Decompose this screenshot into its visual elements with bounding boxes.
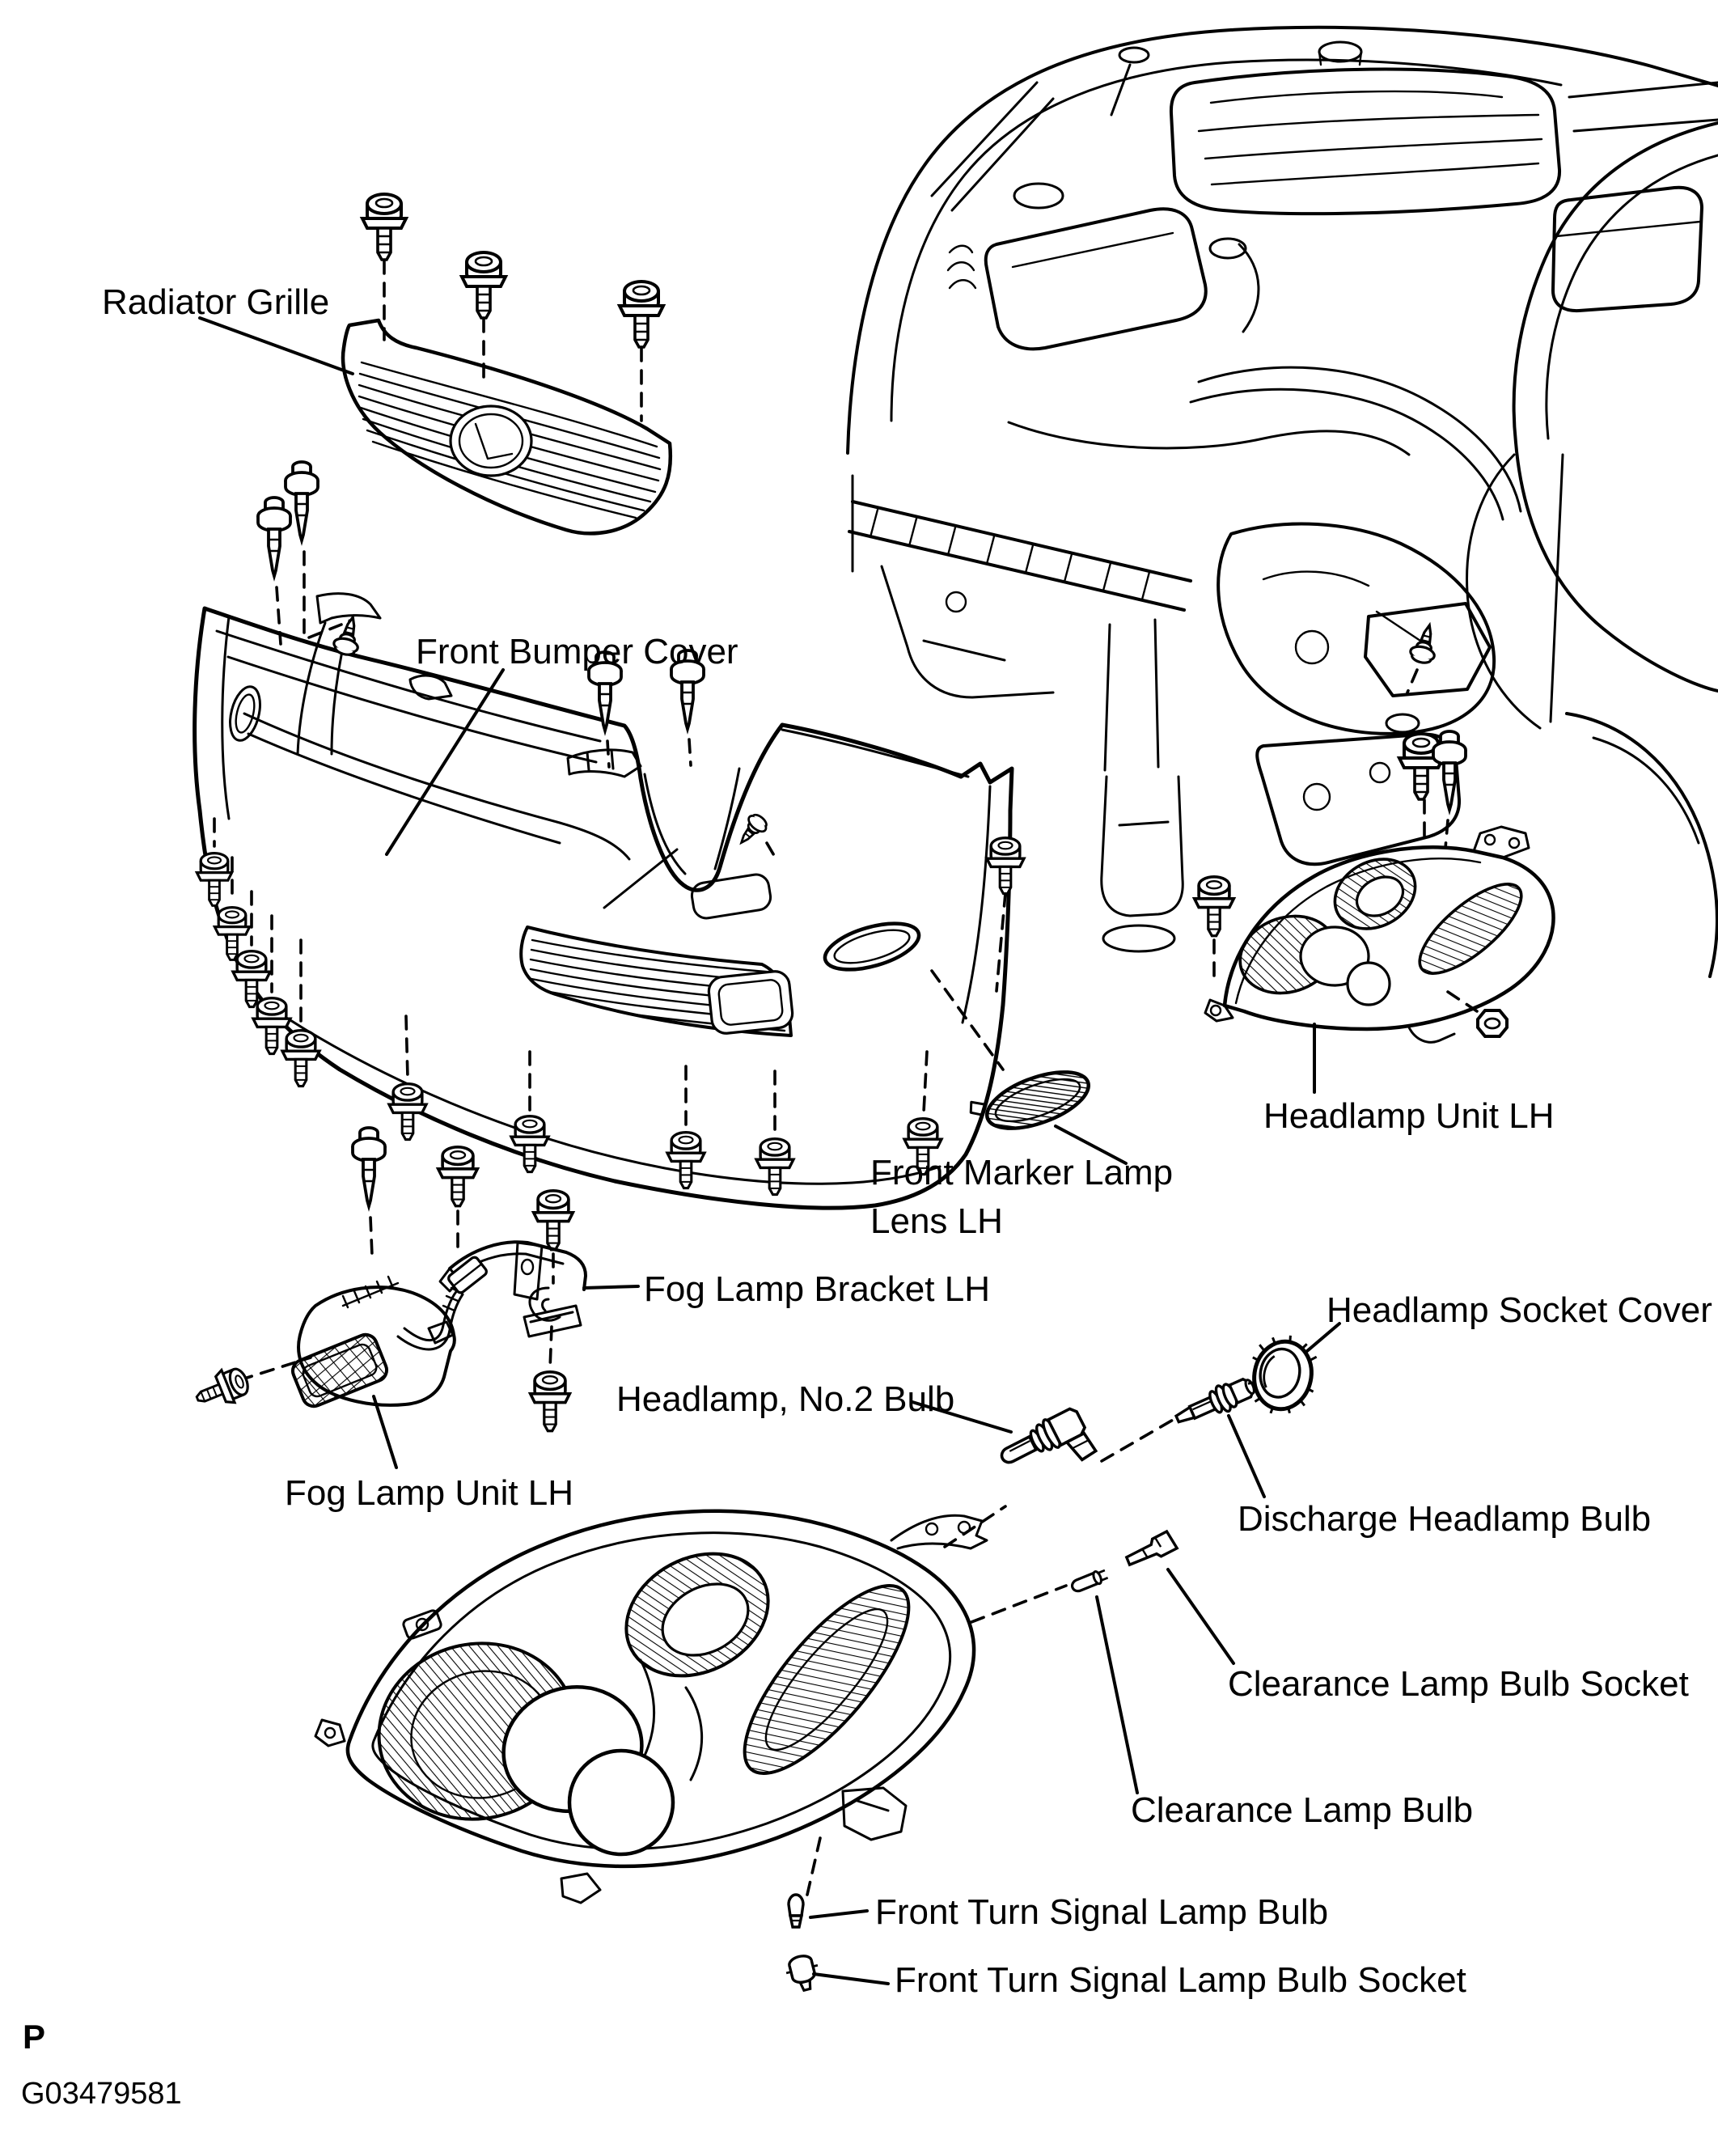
grille-bolt-icon [362, 194, 406, 260]
frame-hole [946, 592, 966, 612]
bumper-pushpin-icon [258, 498, 290, 576]
fog-pushpin-icon [353, 1128, 385, 1206]
headlamp-left-tab [315, 1720, 345, 1746]
label-clearance-lamp-bulb: Clearance Lamp Bulb [1131, 1790, 1474, 1830]
hood-strut [1111, 65, 1130, 115]
leader-discharge-bulb [1229, 1416, 1264, 1497]
fog-side-bolt-icon [191, 1363, 252, 1415]
headlamp-top-right-tab [891, 1515, 987, 1548]
undertray-hole [1370, 763, 1390, 782]
leader-fog-lamp-bracket [584, 1286, 638, 1288]
bumper-topright-inner [782, 730, 968, 777]
label-headlamp-socket-cover: Headlamp Socket Cover [1327, 1290, 1712, 1330]
air-intake-box [986, 209, 1206, 349]
filler-cap [1210, 239, 1246, 258]
headlamp-bottom-tab [561, 1874, 600, 1903]
headlamp-lh-tab-hole [1485, 835, 1495, 845]
center-leg [1102, 620, 1183, 916]
headlamp-bulb-opening [569, 1751, 673, 1854]
bumper-bolt-icon [253, 998, 290, 1054]
label-front-marker-lamp-line1: Front Marker Lamp [870, 1153, 1174, 1192]
headlamp-lh-nut-icon [1478, 1010, 1507, 1036]
headlamp-lh-bolt-icon [1195, 877, 1234, 936]
pulley [1296, 631, 1328, 663]
headlamp-no2-bulb-icon [996, 1405, 1098, 1492]
bulb-axis-dash [1102, 1419, 1174, 1461]
wheel-arch [1567, 714, 1717, 976]
marker-lamp-opening [820, 914, 925, 978]
wheel-arch-inner [1593, 738, 1699, 843]
leader-clearance-bulb [1097, 1597, 1137, 1793]
oil-cap [1319, 42, 1361, 61]
drain-plug [1386, 714, 1419, 732]
turnsignal-axis-dash [807, 1838, 820, 1895]
bumper-bolt-icon [756, 1139, 793, 1195]
headlamp-tab-hole [926, 1523, 937, 1535]
leader-turn-signal-bulb [810, 1911, 867, 1917]
leg-foot [1103, 926, 1174, 951]
wiring-harness [1009, 422, 1409, 455]
label-clearance-lamp-bulb-socket: Clearance Lamp Bulb Socket [1228, 1664, 1689, 1704]
resonator-cap [1014, 184, 1063, 208]
radiator-grille-part [343, 194, 671, 533]
leader-clearance-socket [1168, 1569, 1233, 1663]
headlamp-tab-hole [325, 1728, 335, 1738]
fog-bracket-hole [522, 1260, 533, 1274]
engine-bay-screw-dash [1407, 670, 1417, 693]
undertray-hole [1304, 784, 1330, 810]
clearance-lamp-bulb-socket-icon [1123, 1530, 1178, 1568]
engine-lower-mass [1218, 524, 1494, 734]
bumper-bolt-icon [389, 1084, 426, 1140]
engine-bay-screw-icon [1408, 622, 1441, 665]
fog-bolt-icon [534, 1191, 573, 1250]
grille-bolt-icon [462, 252, 506, 318]
battery-lid-line [1556, 222, 1700, 236]
bumper-left-pillar [222, 616, 229, 819]
pin-dash [689, 739, 691, 765]
fog-bolt-icon [531, 1372, 570, 1431]
headlamp-lh-lens-circle [1348, 963, 1390, 1005]
fog-pin-dash [370, 1218, 372, 1256]
strut-cap [1119, 48, 1149, 62]
hood-inner-line [891, 60, 1561, 421]
beam-teeth [870, 510, 1149, 599]
pin-dash [607, 741, 609, 767]
face-screw-dash [767, 843, 778, 862]
bumper-fasteners [197, 462, 1024, 1195]
headlamp-lh-pushpin-icon [1433, 731, 1466, 810]
bumper-topleft-flange [298, 594, 380, 754]
bumper-bolt-icon [511, 1116, 548, 1172]
tongue-edges [604, 769, 739, 908]
label-front-bumper-cover: Front Bumper Cover [416, 632, 738, 671]
grille-bolt-icon [620, 282, 663, 347]
bottom-screw-dash [924, 1052, 927, 1112]
bumper-bolt-icon [197, 854, 231, 906]
headlamp-lh-tab-hole [1211, 1006, 1221, 1015]
lexus-badge [451, 406, 531, 476]
intake-corrugation [948, 246, 975, 288]
pin-dash [277, 587, 281, 644]
washer-cover-recess [690, 873, 772, 920]
front-turn-signal-lamp-bulb-icon [789, 1895, 803, 1927]
fog-lamp-assembly [191, 1128, 586, 1431]
fog-bolt-dash [550, 1327, 552, 1369]
leader-fog-lamp-unit [374, 1396, 396, 1468]
page-marker: P [23, 2018, 46, 2056]
discharge-headlamp-bulb-icon [1172, 1373, 1259, 1432]
bumper-bolt-icon [282, 1031, 319, 1086]
headlamp-lh-screw-dash [1445, 820, 1448, 848]
headlamp-socket-cover-icon [1242, 1329, 1324, 1421]
marker-lens-dash [932, 971, 1003, 1070]
bumper-bolt-icon [987, 838, 1024, 894]
bottom-screw-dash [406, 1016, 408, 1078]
air-intake-rib [1013, 233, 1173, 267]
right-fender [1514, 123, 1718, 691]
headlamp-lh-connector [1409, 1027, 1454, 1042]
bumper-face-screw-icon [734, 811, 770, 849]
bumper-center-tab [568, 750, 641, 777]
label-front-turn-signal-lamp-bulb: Front Turn Signal Lamp Bulb [875, 1892, 1329, 1932]
label-radiator-grille: Radiator Grille [102, 282, 330, 322]
headlamp-tab-hole [958, 1522, 970, 1533]
clip-dash [309, 625, 341, 637]
bumper-bolt-icon [667, 1133, 705, 1188]
clearance-lamp-bulb-icon [1070, 1568, 1109, 1594]
fog-vent [521, 927, 793, 1036]
label-headlamp-unit-lh: Headlamp Unit LH [1263, 1096, 1555, 1136]
label-front-turn-signal-lamp-bulb-socket: Front Turn Signal Lamp Bulb Socket [895, 1960, 1466, 2000]
figure-code: G03479581 [21, 2077, 182, 2111]
headlamp-lh-tab-hole [1509, 838, 1519, 848]
label-front-marker-lamp-line2: Lens LH [870, 1201, 1003, 1241]
label-discharge-headlamp-bulb: Discharge Headlamp Bulb [1238, 1499, 1652, 1539]
fender-liner [1467, 455, 1563, 728]
label-headlamp-no2-bulb: Headlamp, No.2 Bulb [616, 1379, 955, 1419]
fog-bolt-icon [438, 1147, 478, 1206]
headlamp-unit-lh-part [1195, 731, 1554, 1042]
front-marker-lamp-lens-part [932, 971, 1096, 1145]
engine-cover-ribs [1199, 91, 1542, 184]
label-fog-lamp-bracket-lh: Fog Lamp Bracket LH [644, 1269, 990, 1309]
engine-bay-illustration [848, 28, 1718, 976]
figure-footer [21, 2018, 182, 2111]
label-fog-lamp-unit-lh: Fog Lamp Unit LH [285, 1473, 574, 1513]
bulb-axis-dash [945, 1506, 1005, 1547]
marker-lens [980, 1061, 1095, 1140]
cowl-lines [1569, 83, 1718, 131]
bumper-right-inner [963, 786, 990, 1023]
leader-radiator-grille [200, 318, 353, 374]
engine-lower-details [1263, 572, 1425, 644]
dipstick [1239, 244, 1259, 332]
bumper-pushpin-icon [286, 462, 318, 540]
radiator-support-beam [849, 502, 1191, 610]
leader-turn-signal-socket [814, 1974, 888, 1984]
fog-lamp-teeth [343, 1277, 398, 1307]
